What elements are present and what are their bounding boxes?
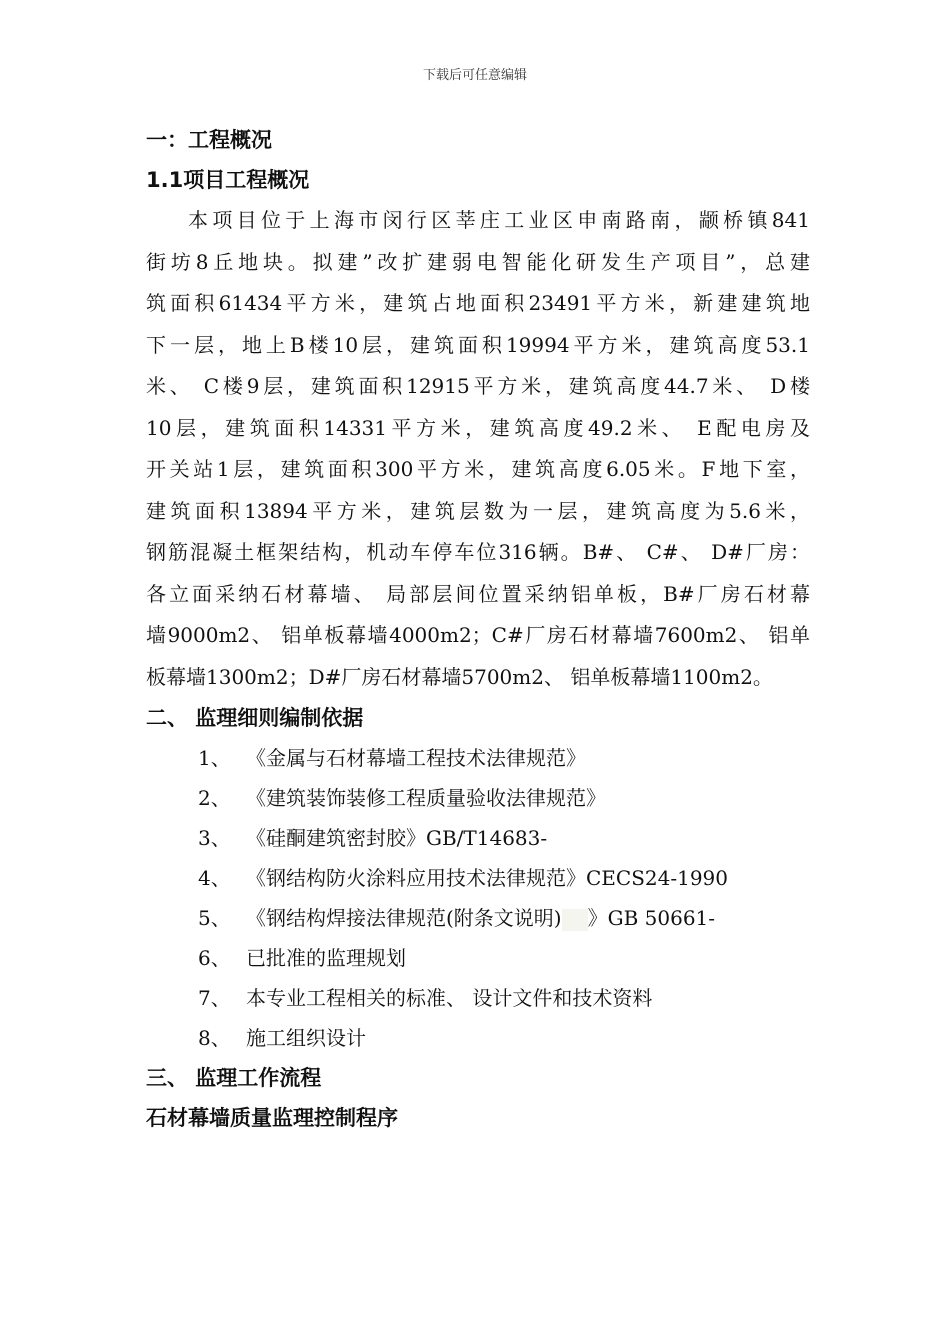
paragraph-line: 本项目位于上海市闵行区莘庄工业区申南路南，颛桥镇841 <box>188 208 810 232</box>
paragraph-line: 米、 C楼9层，建筑面积12915平方米，建筑高度44.7米、 D楼 <box>146 374 810 398</box>
list-item <box>146 898 810 938</box>
list-item-text: 《金属与石材幕墙工程技术法律规范》 <box>246 746 586 770</box>
list-item-text: 《钢结构焊接法律规范(附条文说明) <box>246 906 562 930</box>
list-item-number: 4、 <box>198 866 231 890</box>
list-item-number: 2、 <box>198 786 231 810</box>
list-item-number: 7、 <box>198 986 231 1010</box>
paragraph-line: 建筑面积13894平方米，建筑层数为一层，建筑高度为5.6米， <box>146 498 810 523</box>
list-item-number: 5、 <box>198 906 231 930</box>
paragraph-line: 墙9000m2、 铝单板幕墙4000m2；C#厂房石材幕墙7600m2、 铝单 <box>146 623 810 647</box>
paragraph-line: 开关站1层，建筑面积300平方米，建筑高度6.05米。F地下室， <box>146 457 810 481</box>
list-item <box>146 978 810 1018</box>
list-item-text: 《硅酮建筑密封胶》GB/T14683- <box>246 826 548 850</box>
list-item-text-tail: 》GB 50661- <box>587 906 716 930</box>
section-1-1-heading: 1.1项目工程概况 <box>146 168 310 192</box>
document-body <box>146 120 810 1138</box>
list-item <box>146 1018 810 1058</box>
list-item <box>146 778 810 818</box>
list-item <box>146 858 810 898</box>
page-header-note: 下载后可任意编辑 <box>422 68 527 83</box>
project-overview-paragraph <box>146 200 810 698</box>
list-item <box>146 938 810 978</box>
list-item-number: 3、 <box>198 826 231 850</box>
list-item-number: 6、 <box>198 946 231 970</box>
section-1-heading: 一：工程概况 <box>146 128 272 152</box>
paragraph-line: 10层，建筑面积14331平方米，建筑高度49.2米、 E配电房及 <box>146 415 810 440</box>
list-item <box>146 818 810 858</box>
basis-list <box>146 738 810 1058</box>
list-item-text: 《钢结构防火涂料应用技术法律规范》CECS24-1990 <box>246 866 729 890</box>
paragraph-line: 筑面积61434平方米，建筑占地面积23491平方米，新建建筑地 <box>146 291 810 315</box>
list-item-text: 《建筑装饰装修工程质量验收法律规范》 <box>246 786 606 810</box>
list-item-text: 施工组织设计 <box>246 1026 366 1050</box>
section-3-heading: 三、 监理工作流程 <box>146 1066 322 1090</box>
list-item-number: 8、 <box>198 1026 231 1050</box>
section-3-subheading: 石材幕墙质量监理控制程序 <box>146 1106 398 1130</box>
list-item-text: 已批准的监理规划 <box>246 946 406 970</box>
paragraph-line: 钢筋混凝土框架结构，机动车停车位316辆。B#、 C#、 D#厂房： <box>146 540 810 564</box>
list-item <box>146 738 810 778</box>
list-item-number: 1、 <box>198 746 231 770</box>
paragraph-line: 板幕墙1300m2；D#厂房石材幕墙5700m2、 铝单板幕墙1100m2。 <box>146 664 773 689</box>
paragraph-line: 下一层，地上B楼10层，建筑面积19994平方米，建筑高度53.1 <box>146 332 810 357</box>
paragraph-line: 各立面采纳石材幕墙、 局部层间位置采纳铝单板，B#厂房石材幕 <box>146 581 810 606</box>
highlight-gap <box>562 909 588 931</box>
paragraph-line: 街坊8丘地块。拟建”改扩建弱电智能化研发生产项目”，总建 <box>146 249 810 274</box>
list-item-text: 本专业工程相关的标准、 设计文件和技术资料 <box>246 986 653 1010</box>
section-2-heading: 二、 监理细则编制依据 <box>146 706 364 730</box>
